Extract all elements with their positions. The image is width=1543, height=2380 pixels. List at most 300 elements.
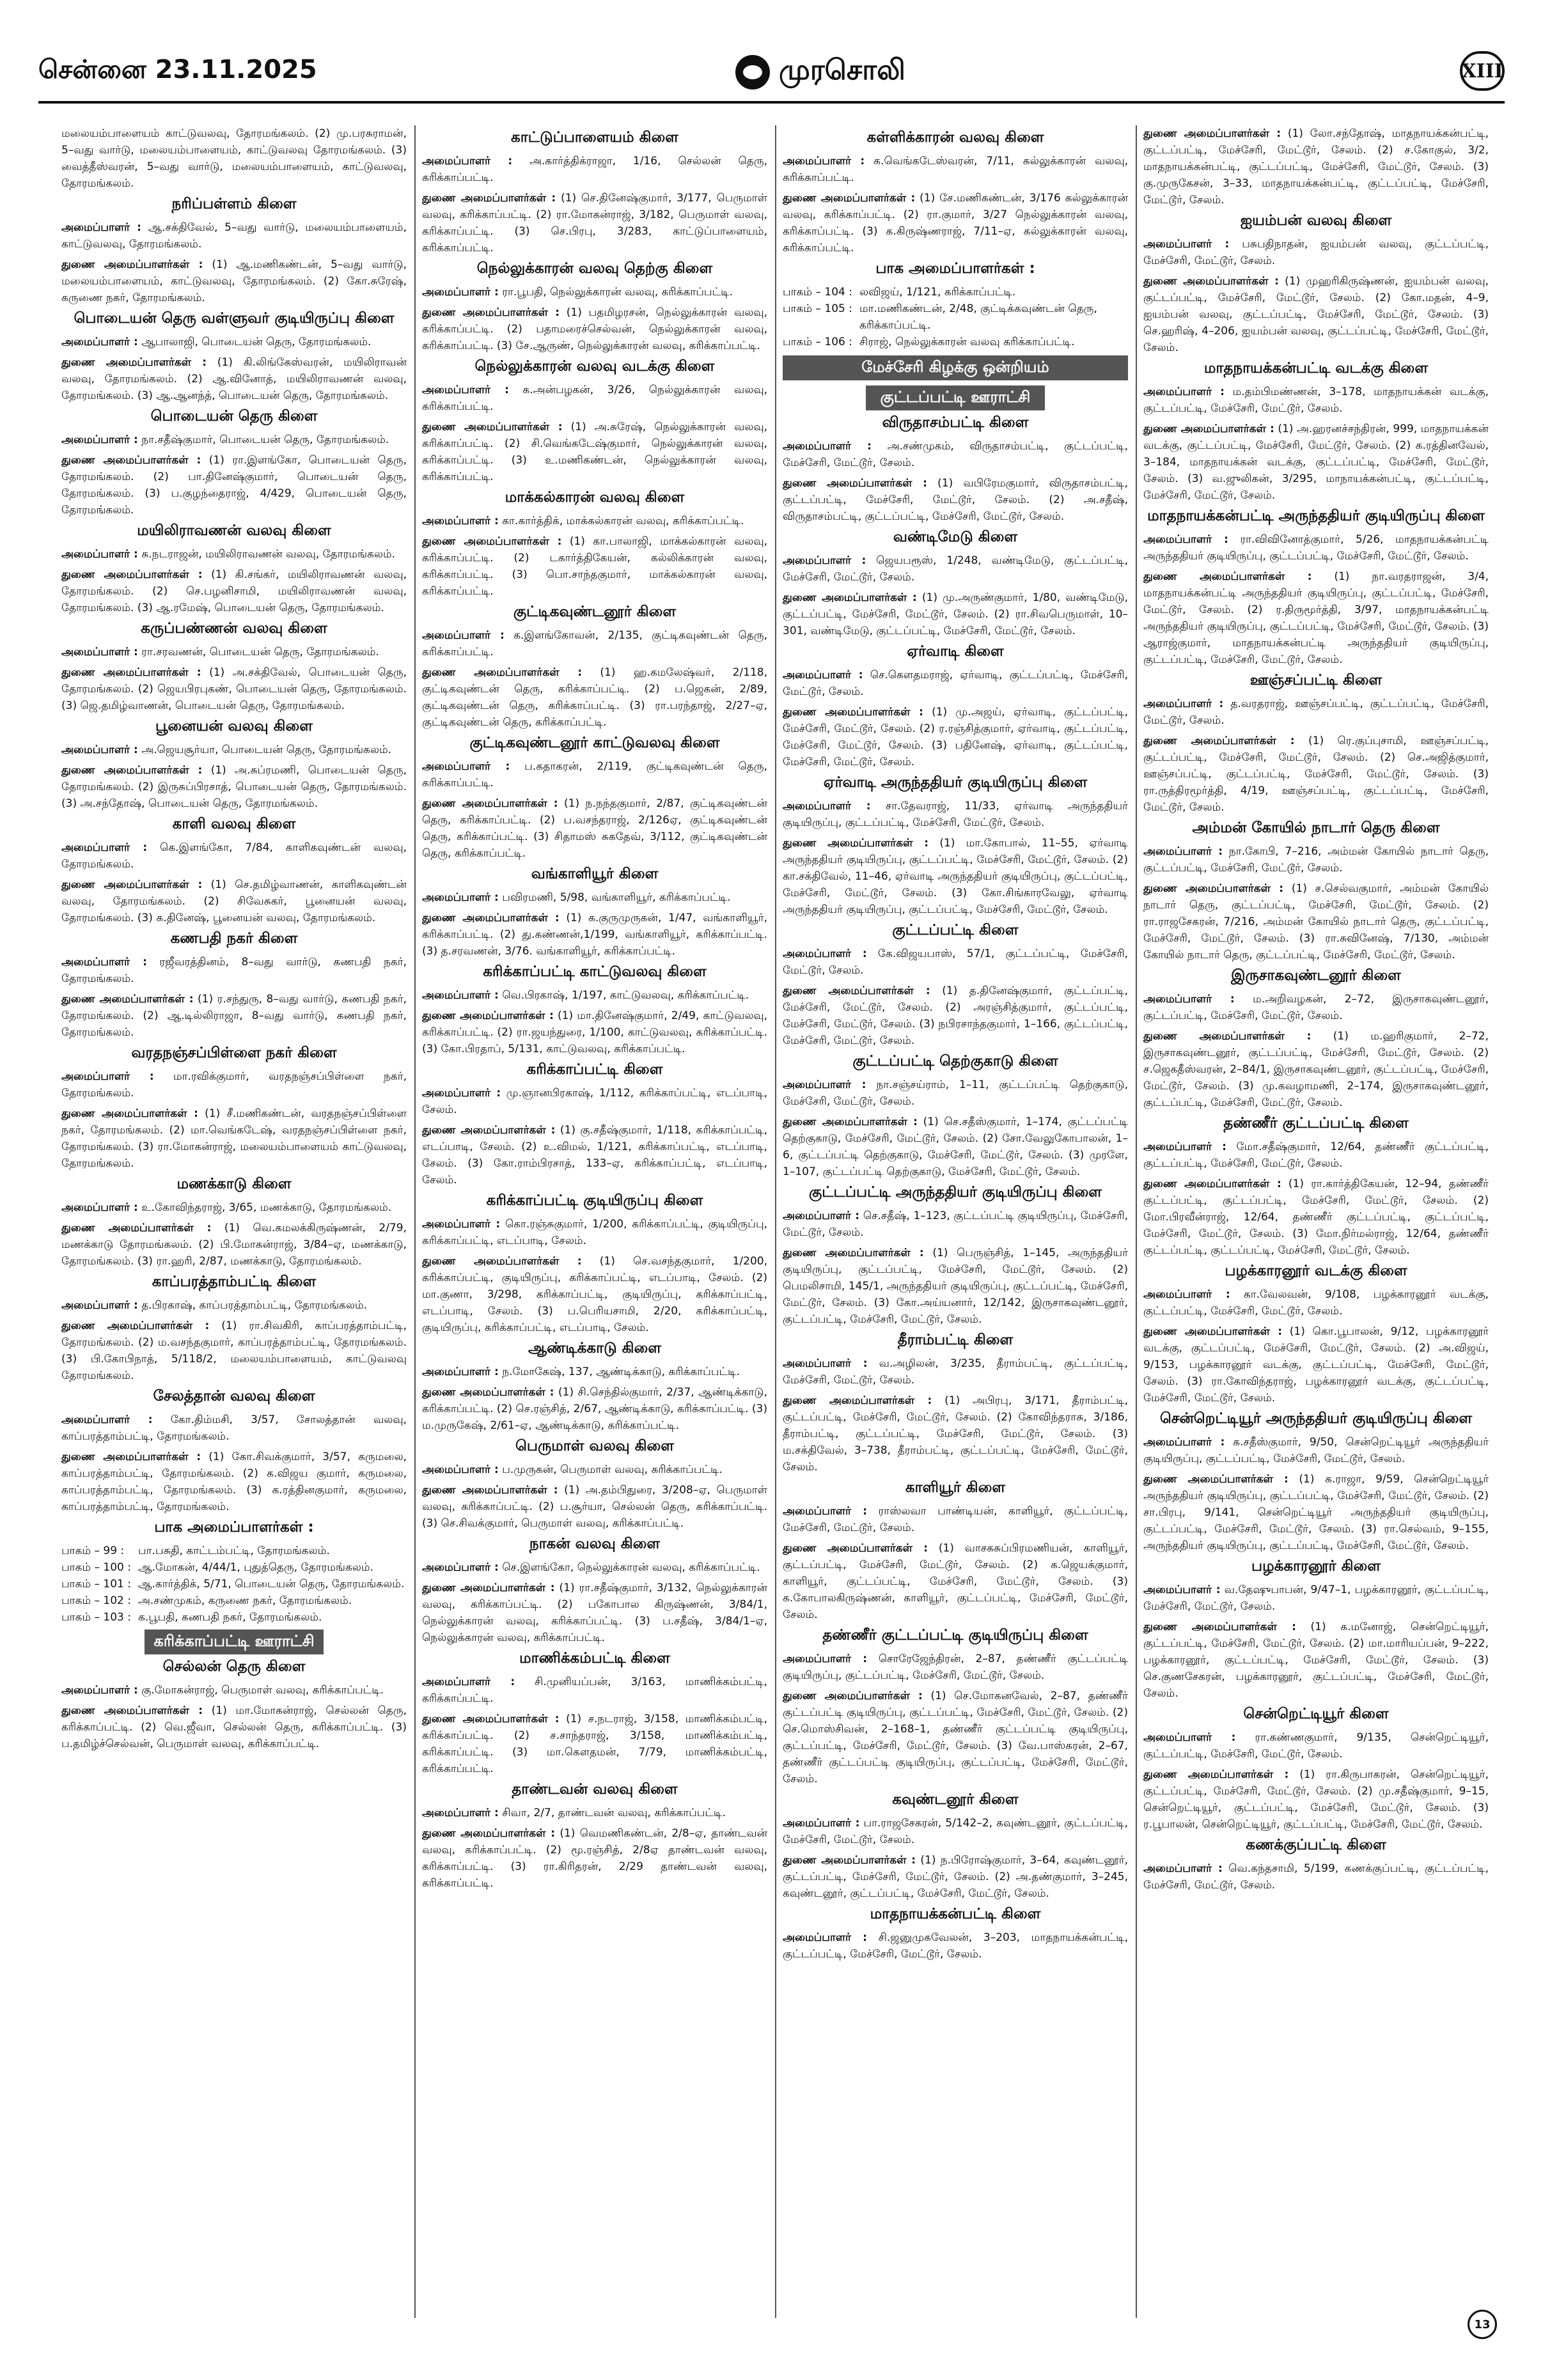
member-paragraph [61,354,407,404]
member-paragraph [1143,843,1489,876]
member-text: (1) வாசகசுப்பிரமணியன், காளியூர், குட்டப்பட்டி, மேச்சேரி, மேட்டூர், சேலம். (2) க.ஜெயக்குமார், காளியூர், குட்டப்பட்டி, மேச்சேரி, மேட்டூர், சேலம். (3) க.கோபாலகிருஷ்ணன், காளியூர், குட்டப்பட்டி, மேச்சேரி, மேட்டூர், சேலம். [783,1542,1128,1621]
member-text: (1) ந.பிரோஷ்குமார், 3–64, கவுண்டனூர், குட்டப்பட்டி, மேச்சேரி, மேட்டூர், சேலம். (2) அ.தண்குமார், 3–245, கவுண்டனூர், குட்டப்பட்டி, மேச்சேரி, மேட்டூர், சேலம். [783,1854,1128,1900]
branch-title: பெருமாள் வலவு கிளை [515,1438,675,1454]
role-label: துணை அமைப்பாளர்கள் : [61,1222,212,1234]
member-text: (1) க.குருமுருகன், 1/47, வங்காளியூர், கரிக்காப்பட்டி. (2) து.கண்ணன்,1/199, வங்காளியூர், கரிக்காப்பட்டி. (3) த.சரவணன், 3/76. வங்காளியூர், கரிக்காப்பட்டி. [422,912,767,958]
member-paragraph [1143,273,1489,356]
branch-title: தாண்டவன் வலவு கிளை [512,1781,678,1798]
member-paragraph [61,954,407,987]
member-text: (1) நா.வரதராஜன், 3/4, மாதநாயக்கன்பட்டி அருந்ததியர் குடியிருப்பு, குட்டப்பட்டி, மேச்சேரி, மேட்டூர், சேலம். (2) ர.திருமூர்த்தி, 3/97, மாதநாயக்கன்பட்டி அருந்ததியர் குடியிருப்பு, குட்டப்பட்டி, மேச்சேரி, மேட்டூர், சேலம். (3) ஆராஜ்குமார், மாதநாயக்கன்பட்டி அருந்ததியர் குடியிருப்பு, குட்டப்பட்டி, மேச்சேரி, மேட்டூர், சேலம். [1143,570,1489,666]
booth-member: ஆ.கார்த்திக், 5/71, பொடையன் தெரு, தோரமங்கலம். [138,1578,405,1591]
member-text: (1) மு.அஜய், ஏர்வாடி, குட்டப்பட்டி, மேச்சேரி, மேட்டூர், சேலம். (2) ர.ரஞ்சித்குமார், ஏர்வாடி, குட்டப்பட்டி, மேச்சேரி, மேட்டூர், சேலம். (3) பதினேஷ், ஏர்வாடி, குட்டப்பட்டி, மேச்சேரி, மேட்டூர், சேலம். [783,706,1128,768]
member-paragraph [422,910,767,960]
branch-title: செல்லன் தெரு கிளை [162,1658,306,1675]
member-paragraph [61,566,407,616]
branch-title: ஏர்வாடி அருந்ததியர் குடியிருப்பு கிளை [823,774,1088,791]
member-text: வெ.கந்தசாமி, 5/199, கணக்குப்பட்டி, குட்டப்பட்டி, மேச்சேரி, மேட்டூர், சேலம். [1143,1862,1489,1892]
role-label: துணை அமைப்பாளர்கள் : [61,1319,210,1332]
member-text: த.வரதராஜ், ஊஞ்சப்பட்டி, குட்டப்பட்டி, மேச்சேரி, மேட்டூர், சேலம். [1143,697,1489,727]
member-paragraph [1143,1471,1489,1554]
branch-title: ஊஞ்சப்பட்டி கிளை [1249,672,1382,688]
member-paragraph [783,945,1128,979]
booth-member: ஆ.மோகன், 4/44/1, புதுத்தெரு, தோரமங்கலம். [138,1561,374,1574]
member-text: ரா.பூபதி, நெல்லுக்காரன் வலவு, கரிக்காப்பட்டி. [502,286,733,299]
member-paragraph [61,644,407,660]
branch-title: வரதநஞ்சப்பிள்ளை நகர் கிளை [131,1045,337,1061]
member-text: மலையம்பாளையம் காட்டுவலவு, தோரமங்கலம். (2) மு.பரசுராமன், 5–வது வார்டு, மலையம்பாளையம், காட்டுவலவு தோரமங்கலம். (3) வைத்தீஸ்வரன், 5–வது வார்டு, மலையம்பாளையம், காட்டுவலவு, தோரமங்கலம். [61,127,407,190]
role-label: துணை அமைப்பாளர்கள் : [61,666,201,679]
section-banner: மேச்சேரி கிழக்கு ஒன்றியம் [783,355,1128,380]
role-label: துணை அமைப்பாளர்கள் : [783,837,929,850]
member-paragraph [783,1929,1128,1963]
role-label: அமைப்பாளர் : [783,1931,867,1944]
branch-title: பூனையன் வலவு கிளை [155,718,313,735]
member-paragraph [783,983,1128,1049]
member-paragraph [61,1449,407,1515]
member-text: (1) கி.சங்கர், மயிலிராவணன் வலவு, தோரமங்கலம். (2) செ.பழனிசாமி, மயிலிராவணன் வலவு, தோரமங்கலம். (3) ஆ.ரமேஷ், பொடையன் தெரு, தோரமங்கலம். [61,568,407,614]
member-text: அ.கார்த்திக்ராஜா, 1/16, செல்லன் தெரு, கரிக்காப்பட்டி. [422,155,767,184]
branch-title: கரிக்காப்பட்டி காட்டுவலவு கிளை [483,963,707,980]
booth-number: பாகம் – 103 : [61,1611,131,1624]
booth-member: பா.பசுதி, காட்டம்பட்டி, தோரமங்கலம். [138,1544,330,1557]
member-text: (1) லோ.சந்தோஷ், மாதநாயக்கன்பட்டி, குட்டப்பட்டி, மேச்சேரி, மேட்டூர், சேலம். (2) ச.கோகுல், 3/2, மாதநாயக்கன்பட்டி, குட்டப்பட்டி, மேச்சேரி, மேட்டூர், சேலம். (3) கு.முருகேசன், 3–33, மாதநாயக்கன்பட்டி, குட்டப்பட்டி, மேச்சேரி, மேட்டூர், சேலம். [1143,127,1489,206]
role-label: அமைப்பாளர் : [783,1357,868,1370]
member-paragraph [422,1384,767,1434]
member-paragraph [1143,880,1489,963]
member-paragraph [61,1682,407,1699]
member-paragraph [1143,1766,1489,1833]
member-paragraph [1143,1286,1489,1319]
role-label: அமைப்பாளர் : [783,440,872,453]
role-label: அமைப்பாளர் : [783,1209,860,1222]
branch-title: வங்காளியூர் கிளை [531,866,659,882]
branch-title: காளி வலவு கிளை [172,816,296,832]
branch-title: மாதநாயக்கன்பட்டி அருந்ததியர் குடியிருப்பு கிளை [1147,508,1485,524]
member-text: க.இளங்கோவன், 2/135, குட்டிகவுண்டன் தெரு, கரிக்காப்பட்டி. [422,629,767,658]
role-label: அமைப்பாளர் : [422,1807,499,1819]
member-text: க.வெங்கடேஸ்வரன், 7/11, கல்லுக்காரன் வலவு, கரிக்காப்பட்டி. [783,155,1128,184]
branch-title: நெல்லுக்காரன் வலவு தெற்கு கிளை [476,260,713,277]
member-text: மோ.சதீஷ்குமார், 12/64, தண்ணீர் குட்டப்பட்டி, குட்டப்பட்டி, மேச்சேரி, மேட்டூர், சேலம். [1143,1140,1489,1170]
member-paragraph [1143,1028,1489,1111]
member-text: ந.மோகேஷ், 137, ஆண்டிக்காடு, கரிக்காப்பட்டி. [502,1365,740,1378]
branch-title: ஐயம்பன் வலவு கிளை [1240,212,1392,229]
member-text: கா.கார்த்திக், மாக்கல்காரன் வலவு, கரிக்காப்பட்டி. [502,515,744,527]
member-paragraph [422,1482,767,1532]
branch-title: தண்ணீர் குட்டப்பட்டி கிளை [1223,1115,1409,1132]
role-label: அமைப்பாளர் : [422,286,499,299]
member-paragraph [1143,125,1489,208]
member-text: (1) முஹரிகிருஷ்ணன், ஐயம்பன் வலவு, குட்டப்பட்டி, மேச்சேரி, மேட்டூர், சேலம். (2) கோ.மதன், 4–9, ஐயம்பன் வலவு, குட்டப்பட்டி, மேச்சேரி, மேட்டூர், சேலம். (3) செ.ஹரிஷ், 4–206, ஐயம்பன் வலவு, குட்டப்பட்டி, மேச்சேரி, மேட்டூர், சேலம். [1143,275,1489,354]
role-label: துணை அமைப்பாளர்கள் : [783,192,916,205]
branch-title: குட்டிகவுண்டனூர் காட்டுவலவு கிளை [469,735,720,751]
role-label: துணை அமைப்பாளர்கள் : [1143,1030,1312,1043]
member-text: உ.கோவிந்தராஜ், 3/65, மணக்காடு, தோரமங்கலம். [141,1201,392,1214]
member-text: (1) த.தினேஷ்குமார், குட்டப்பட்டி, மேச்சேரி, மேட்டூர், சேலம். (2) அரஞ்சித்குமார், குட்டப்பட்டி, மேச்சேரி, மேட்டூர், சேலம். (3) நபிரசாந்தகுமார், 1–166, குட்டப்பட்டி, மேச்சேரி, மேட்டூர், சேலம். [783,984,1128,1047]
role-label: துணை அமைப்பாளர்கள் : [422,1009,554,1022]
member-paragraph [422,1674,767,1707]
role-label: அமைப்பாளர் : [1143,238,1230,251]
branch-title: அம்மன் கோயில் நாடார் தெரு கிளை [1192,820,1440,836]
member-paragraph [783,190,1128,256]
role-label: துணை அமைப்பாளர்கள் : [422,797,558,810]
role-label: அமைப்பாளர் : [1143,697,1224,710]
member-text: ப.முருகன், பெருமாள் வலவு, கரிக்காப்பட்டி. [502,1463,723,1476]
role-label: துணை அமைப்பாளர்கள் : [1143,423,1274,435]
role-label: துணை அமைப்பாளர்கள் : [422,1255,582,1268]
member-text: (1) ஆ.மணிகண்டன், 5–வது வார்டு, மலையம்பாளையம், காட்டுவலவு, தோரமங்கலம். (2) கோ.சுரேஷ், கருணை நகர், தோரமங்கலம். [61,258,407,304]
member-paragraph [61,219,407,253]
member-text: (1) கி.லிங்கேஸ்வரன், மயிலிராவன் வலவு, தோரமங்கலம். (2) ஆ.வினோத், மயிலிராவணன் வலவு, தோரமங்கலம். (3) ஆ.ஆனந்த், பொடையன் தெரு, தோரமங்கலம். [61,356,407,402]
role-label: அமைப்பாளர் : [783,947,867,960]
member-text: சு.நடராஜன், மயிலிராவணன் வலவு, தோரமங்கலம். [141,548,396,561]
branch-title: மாதநாயக்கன்பட்டி வடக்கு கிளை [1203,360,1429,377]
member-text: ஜெயபரூஸ், 1/248, வண்டிமேடு, குட்டப்பட்டி, மேச்சேரி, மேட்டூர், சேலம். [783,554,1128,584]
member-paragraph [422,1122,767,1188]
role-label: துணை அமைப்பாளர்கள் : [1143,570,1312,583]
member-text: ரா.சரவணன், பொடையன் தெரு, தோரமங்கலம். [141,646,379,658]
role-label: அமைப்பாளர் : [1143,385,1225,398]
member-paragraph [783,1688,1128,1787]
branch-title: பாக அமைப்பாளர்கள் : [154,1519,314,1536]
role-label: துணை அமைப்பாளர்கள் : [422,306,560,319]
member-paragraph [61,991,407,1041]
member-text: (1) செ.சதீஸ்குமார், 1–174, குட்டப்பட்டி தெற்குகாடு, மேச்சேரி, மேட்டூர், சேலம். (2) சோ.வேலுகோபாலன், 1–6, குட்டப்பட்டி தெற்குகாடு, மேச்சேரி, மேட்டூர், சேலம். (3) முரளே, 1–107, குட்டப்பட்டி தெற்குகாடு, மேச்சேரி, மேட்டூர், சேலம். [783,1116,1128,1178]
member-paragraph [783,153,1128,186]
role-label: துணை அமைப்பாளர்கள் : [1143,1325,1283,1338]
member-text: (1) ச.செல்வகுமார், அம்மன் கோயில் நாடார் தெரு, குட்டப்பட்டி, மேச்சேரி, மேட்டூர், சேலம். (2) ரா.ராஜசேகரன், 7/216, அம்மன் கோயில் நாடார் தெரு, குட்டப்பட்டி, மேச்சேரி, மேட்டூர், சேலம். (3) ரா.சுவினேஷ், 7/130, அம்மன் கோயில் நாடார் தெரு, குட்டப்பட்டி, மேச்சேரி, மேட்டூர், சேலம். [1143,882,1489,961]
booth-number: பாகம் – 106 : [783,336,852,348]
branch-title: தண்ணீர் குட்டப்பட்டி குடியிருப்பு கிளை [822,1627,1088,1644]
member-text: (1) க.மனோஜ், சென்றெட்டியூர், குட்டப்பட்டி, மேச்சேரி, மேட்டூர், சேலம். (2) மா.மாரியப்பன், 9–222, பழக்காரனூர், குட்டப்பட்டி, மேச்சேரி, மேட்டூர், சேலம். (3) செ.குணசேகரன், பழக்காரனூர், குட்டப்பட்டி, மேச்சேரி, மேட்டூர், சேலம். [1143,1621,1489,1700]
role-label: துணை அமைப்பாளர்கள் : [61,356,207,369]
role-label: அமைப்பாளர் : [61,956,147,968]
member-paragraph [422,1825,767,1892]
member-text: பா.ராஜசேகரன், 5/142–2, கவுண்டனூர், குட்டப்பட்டி, மேச்சேரி, மேட்டூர், சேலம். [783,1817,1128,1846]
member-paragraph [61,1412,407,1445]
member-text: (1) அ.ஹரனச்சந்திரன், 999, மாதநாயக்கன் வடக்கு, குட்டப்பட்டி, மேச்சேரி, மேட்டூர், சேலம். (2) க.ரத்தினவேல், 3–184, மாதநாயக்கன் வடக்கு, குட்டப்பட்டி, மேச்சேரி, மேட்டூர், சேலம். (3) வ.ஜுலிகன், 3/295, மாநாயக்கன்பட்டி, குட்டப்பட்டி, மேச்சேரி, மேட்டூர், சேலம். [1143,423,1489,502]
member-text: (1) ரா.சதீஷ்குமார், 3/132, நெல்லுக்காரன் வலவு, கரிக்காப்பட்டி. (2) பகோபால கிருஷ்ணன், 3/84/1, நெல்லுக்காரன் வலவு, கரிக்காப்பட்டி. (3) ப.சதீஷ், 3/84/1–ஏ, நெல்லுக்காரன் வலவு, கரிக்காப்பட்டி. [422,1582,767,1644]
role-label: அமைப்பாளர் : [1143,1862,1223,1875]
member-paragraph [783,1208,1128,1241]
role-label: அமைப்பாளர் : [1143,1288,1230,1301]
masthead [38,51,1505,96]
member-text: கெ.இளங்கோ, 7/84, காளிகவுண்டன் வலவு, தோரமங்கலம். [61,841,407,871]
member-paragraph [422,889,767,906]
member-paragraph [61,1105,407,1172]
member-paragraph [422,1253,767,1336]
member-text: (1) ம.ஹரிகுமார், 2–72, இருசாகவுண்டனூர், குட்டப்பட்டி, மேச்சேரி, மேட்டூர், சேலம். (2) ச.ஜெகதீஸ்வரன், 2–84/1, இருசாகவுண்டனூர், குட்டப்பட்டி, மேச்சேரி, மேட்டூர், சேலம். (3) மு.கவழாமணி, 2–174, இருசாகவுண்டனூர், குட்டப்பட்டி, மேச்சேரி, மேட்டூர், சேலம். [1143,1030,1489,1109]
member-paragraph [783,1540,1128,1623]
member-paragraph [61,839,407,873]
member-paragraph [783,1355,1128,1388]
role-label: துணை அமைப்பாளர்கள் : [422,1386,554,1399]
role-label: துணை அமைப்பாளர்கள் : [61,258,203,271]
role-label: அமைப்பாளர் : [61,1070,154,1083]
role-label: அமைப்பாளர் : [61,841,148,854]
role-label: அமைப்பாளர் : [422,1561,499,1574]
role-label: துணை அமைப்பாளர்கள் : [61,1704,203,1717]
member-paragraph [422,1007,767,1057]
member-text: மு.ஞானபிரகாஷ், 1/112, கரிக்காப்பட்டி, எடப்பாடி, சேலம். [422,1087,767,1116]
member-paragraph [1143,1582,1489,1615]
member-paragraph [783,438,1128,471]
member-paragraph [422,1580,767,1646]
booth-member: மா.மணிகண்டன், 2/48, குட்டிக்கவுண்டன் தெரு, கரிக்காப்பட்டி. [859,302,1097,332]
role-label: அமைப்பாளர் : [422,989,499,1002]
booth-row [783,334,1128,350]
member-text: வெ.பிரகாஷ், 1/197, காட்டுவலவு, கரிக்காப்பட்டி. [502,989,749,1002]
branch-title: குட்டப்பட்டி அருந்ததியர் குடியிருப்பு கிளை [808,1184,1102,1201]
branch-title: மாணிக்கம்பட்டி கிளை [519,1650,670,1667]
branch-title: இருசாகவுண்டனூர் கிளை [1231,967,1401,984]
member-text: செ.கௌதமராஜ், ஏர்வாடி, குட்டப்பட்டி, மேச்சேரி, மேட்டூர், சேலம். [783,669,1128,698]
role-label: துணை அமைப்பாளர்கள் : [422,1484,558,1497]
branch-title: காப்பரத்தாம்பட்டி கிளை [152,1273,317,1290]
member-paragraph [783,704,1128,770]
member-paragraph [422,513,767,529]
booth-number: பாகம் – 99 : [61,1544,125,1557]
role-label: துணை அமைப்பாளர்கள் : [783,1542,928,1555]
booth-number: பாகம் – 100 : [61,1561,131,1574]
member-paragraph [783,1245,1128,1328]
role-label: அமைப்பாளர் : [783,1505,867,1518]
member-paragraph [422,664,767,731]
role-label: துணை அமைப்பாளர்கள் : [61,764,203,777]
member-text: ரா.கண்ணகுமார், 9/135, சென்றெட்டியூர், குட்டப்பட்டி, மேச்சேரி, மேட்டூர், சேலம். [1143,1731,1489,1761]
member-paragraph [1143,1176,1489,1259]
role-label: துணை அமைப்பாளர்கள் : [422,912,560,924]
member-text: க.சதீஸ்குமார், 9/50, சென்றெட்டியூர் அருந்ததியர் குடியிருப்பு, குட்டப்பட்டி, மேச்சேரி, மேட்டூர், சேலம். [1143,1436,1489,1465]
branch-title: கணக்குப்பட்டி கிளை [1246,1837,1386,1853]
booth-number: பாகம் – 102 : [61,1594,131,1607]
member-paragraph [783,1852,1128,1902]
role-label: துணை அமைப்பாளர்கள் : [422,535,562,548]
member-paragraph [422,284,767,300]
branch-title: கள்ளிக்காரன் வலவு கிளை [866,129,1044,146]
branch-title: ஆண்டிக்காடு கிளை [528,1340,661,1357]
role-label: அமைப்பாளர் : [61,1201,138,1214]
member-text: அ.ஜெயசூர்யா, பொடையன் தெரு, தோரமங்கலம். [141,743,392,756]
role-label: அமைப்பாளர் : [422,760,510,773]
member-paragraph [61,1297,407,1314]
role-label: துணை அமைப்பாளர்கள் : [783,984,930,997]
role-label: துணை அமைப்பாளர்கள் : [783,477,927,490]
booth-row [61,1559,407,1576]
role-label: துணை அமைப்பாளர்கள் : [783,1854,916,1867]
role-label: துணை அமைப்பாளர்கள் : [61,568,203,581]
member-text: (1) அ.தம்பிதுரை, 3/208–ஏ, பெருமாள் வலவு, கரிக்காப்பட்டி. (2) ப.சூர்யா, செல்லன் தெரு, கரிக்காப்பட்டி. (3) செ.சிவக்குமார், பெருமாள் வலவு, கரிக்காப்பட்டி. [422,1484,767,1530]
role-label: துணை அமைப்பாளர்கள் : [1143,1178,1281,1190]
member-text: சொரேஜேந்திரன், 2–87, தண்ணீர் குட்டப்பட்டி குடியிருப்பு, குட்டப்பட்டி, மேச்சேரி, மேட்டூர், சேலம். [783,1653,1128,1682]
member-text: வ.தேஷுபாபன், 9/47–1, பழக்காரனூர், குட்டப்பட்டி, மேச்சேரி, மேட்டூர், சேலம். [1143,1583,1489,1613]
booth-list [61,1543,407,1626]
member-text: (1) செ.மோகனவேல், 2–87, தண்ணீர் குட்டப்பட்டி குடியிருப்பு, குட்டப்பட்டி, மேச்சேரி, மேட்டூர், சேலம். (2) செ.மொஸ்சிவன், 2–168–1, தண்ணீர் குட்டப்பட்டி குடியிருப்பு, குட்டப்பட்டி, மேச்சேரி, மேட்டூர், சேலம். (3) வே.பாஸ்கரன், 2–67, தண்ணீர் குட்டப்பட்டி குடியிருப்பு, குட்டப்பட்டி, மேச்சேரி, மேட்டூர், சேலம். [783,1690,1128,1785]
role-label: துணை அமைப்பாளர்கள் : [422,1827,556,1840]
role-label: அமைப்பாளர் : [422,1087,501,1100]
role-label: அமைப்பாளர் : [61,548,138,561]
role-label: துணை அமைப்பாளர்கள் : [783,1116,918,1128]
branch-title: சென்றெட்டியூர் கிளை [1243,1706,1389,1722]
role-label: அமைப்பாளர் : [1143,1583,1221,1596]
member-paragraph [783,1392,1128,1475]
member-paragraph [422,190,767,256]
member-text: (1) அபிரபு, 3/171, தீராம்பட்டி, குட்டப்பட்டி, மேச்சேரி, மேட்டூர், சேலம். (2) கோவிந்தராசு, 3/186, தீராம்பட்டி, குட்டப்பட்டி, மேச்சேரி, மேட்டூர், சேலம். (3) ம.சக்திவேல், 3–738, தீராம்பட்டி, குட்டப்பட்டி, மேச்சேரி, மேட்டூர், சேலம். [783,1394,1128,1474]
member-paragraph [422,153,767,186]
role-label: துணை அமைப்பாளர்கள் : [783,1690,923,1702]
booth-number: பாகம் – 105 : [783,302,852,315]
member-paragraph [61,1220,407,1270]
role-label: அமைப்பாளர் : [783,155,865,167]
role-label: அமைப்பாளர் : [783,1817,860,1830]
branch-title: காளியூர் கிளை [905,1479,1006,1496]
branch-title: பழக்காரனூர் கிளை [1251,1558,1381,1575]
member-paragraph [61,1068,407,1101]
member-text: (1) கொ.பூபாலன், 9/12, பழக்காரனூர் வடக்கு, குட்டப்பட்டி, மேச்சேரி, மேட்டூர், சேலம். (2) அ.விஜய், 9/153, பழக்காரனூர் வடக்கு, குட்டப்பட்டி, மேச்சேரி, மேட்டூர், சேலம். (3) ரா.கோவிந்தராஜ், பழக்காரனூர் வடக்கு, குட்டப்பட்டி, மேச்சேரி, மேட்டூர், சேலம். [1143,1325,1489,1404]
member-paragraph [422,795,767,862]
member-text: (1) க.ராஜா, 9/59, சென்றெட்டியூர் அருந்ததியர் குடியிருப்பு, குட்டப்பட்டி, மேச்சேரி, மேட்டூர், சேலம். (2) சா.பிரபு, 9/141, சென்றெட்டியூர் அருந்ததியர் குடியிருப்பு, குட்டப்பட்டி, மேச்சேரி, மேட்டூர், சேலம். (3) ரா.செல்வம், 9–155, அருந்ததியர் குடியிருப்பு, குட்டப்பட்டி, மேச்சேரி, மேட்டூர், சேலம். [1143,1473,1489,1552]
role-label: துணை அமைப்பாளர்கள் : [422,1582,555,1594]
member-paragraph [422,758,767,791]
member-paragraph [783,1503,1128,1536]
rising-sun-logo-icon [735,55,770,89]
branch-title: கணபதி நகர் கிளை [170,930,298,947]
member-text: (1) பதமிழரசன், நெல்லுக்காரன் வலவு, கரிக்காப்பட்டி. (2) பதாமரைச்செல்வன், நெல்லுக்காரன் வலவு, கரிக்காப்பட்டி. (3) சே.ஆருண், நெல்லுக்காரன் வலவு, கரிக்காப்பட்டி. [422,306,767,352]
member-text: (1) ந.நந்தகுமார், 2/87, குட்டிகவுண்டன் தெரு, கரிக்காப்பட்டி. (2) ப.வசந்தராஜ், 2/126ஏ, குட்டிகவுண்டன் தெரு, கரிக்காப்பட்டி. (3) சிதாமஸ் சுகதேவ், 3/112, குட்டிகவுண்டன் தெரு, கரிக்காப்பட்டி. [422,797,767,860]
member-text: அ.சண்முகம், விருதாசம்பட்டி, குட்டப்பட்டி, மேச்சேரி, மேட்டூர், சேலம். [783,440,1128,469]
branch-title: சென்றெட்டியூர் அருந்ததியர் குடியிருப்பு கிளை [1159,1410,1473,1427]
booth-row [61,1609,407,1626]
role-label: அமைப்பாளர் : [1143,1436,1225,1449]
member-paragraph [783,835,1128,918]
member-text: கொ.ரஞ்சுகுமார், 1/200, கரிக்காப்பட்டி, குடியிருப்பு, கரிக்காப்பட்டி, எடப்பாடி, சேலம். [422,1218,767,1247]
booth-row [61,1543,407,1559]
role-label: அமைப்பாளர் : [61,1413,153,1426]
role-label: அமைப்பாளர் : [1143,1731,1236,1744]
member-paragraph [1143,531,1489,564]
branch-title: தீராம்பட்டி கிளை [897,1332,1014,1348]
member-paragraph [422,1364,767,1380]
role-label: அமைப்பாளர் : [61,646,138,658]
member-text: த.பிரகாஷ், காப்பரத்தாம்பட்டி, தோரமங்கலம். [141,1299,368,1312]
role-label: அமைப்பாளர் : [61,336,138,348]
member-text: கே.விஜயபாஸ், 57/1, குட்டப்பட்டி, மேச்சேரி, மேட்டூர், சேலம். [783,947,1128,977]
member-text: கோ.திம்மசி, 3/57, சோலத்தான் வலவு, காப்பரத்தாம்பட்டி, தோரமங்கலம். [61,1413,407,1443]
booth-number: பாகம் – 101 : [61,1578,131,1591]
member-paragraph [422,419,767,485]
booth-member: க.பூபதி, கணபதி நகர், தோரமங்கலம். [138,1611,322,1624]
issue-date: சென்னை 23.11.2025 [38,55,317,84]
role-label: துணை அமைப்பாளர்கள் : [61,454,201,467]
member-text: நா.கோபி, 7–216, அம்மன் கோயில் நாடார் தெரு, குட்டப்பட்டி, மேச்சேரி, மேட்டூர், சேலம். [1143,845,1489,875]
member-text: (1) ர.சந்துரு, 8–வது வார்டு, கணபதி நகர், தோரமங்கலம். (2) ஆ.டில்லிராஜா, 8–வது வார்டு, கணபதி நகர், தோரமங்கலம். [61,993,407,1039]
member-paragraph [61,664,407,714]
member-paragraph [783,667,1128,700]
member-paragraph [422,1711,767,1777]
member-text: (1) ரா.இளங்கோ, பொடையன் தெரு, தோரமங்கலம். (2) பா.தினேஷ்குமார், பொடையன் தெரு, தோரமங்கலம். (3) ப.குழந்தைராஜ், 4/429, பொடையன் தெரு, தோரமங்கலம். [61,454,407,517]
member-text: (1) மா.கோபால், 11–55, ஏர்வாடி அருந்ததியர் குடியிருப்பு, குட்டப்பட்டி, மேச்சேரி, மேட்டூர், சேலம். (2) கா.சக்திவேல், 11–46, ஏர்வாடி அருந்ததியர் குடியிருப்பு, குட்டப்பட்டி, மேச்சேரி, மேட்டூர், சேலம். (3) கோ.சிங்காரவேலு, ஏர்வாடி அருந்ததியர் குடியிருப்பு, குட்டப்பட்டி, மேச்சேரி, மேட்டூர், சேலம். [783,837,1128,916]
section-banner: கரிக்காப்பட்டி ஊராட்சி [145,1629,324,1654]
member-text: (1) மா.மோகன்ராஜ், செல்லன் தெரு, கரிக்காப்பட்டி. (2) வெ.ஜீவா, செல்லன் தெரு, கரிக்காப்பட்டி. (3) ப.தமிழ்ச்செல்வன், பெருமாள் வலவு, கரிக்காப்பட்டி. [61,1704,407,1750]
branch-title: கரிக்காப்பட்டி குடியிருப்பு கிளை [486,1192,703,1209]
member-text: ரா.விவினோத்குமார், 5/26, மாதநாயக்கன்பட்டி அருந்ததியர் குடியிருப்பு, குட்டப்பட்டி, மேச்சேரி, மேட்டூர், சேலம். [1143,533,1489,563]
role-label: துணை அமைப்பாளர்கள் : [61,993,194,1006]
role-label: அமைப்பாளர் : [783,554,866,567]
role-label: துணை அமைப்பாளர்கள் : [422,421,563,433]
member-text: பசுபதிநாதன், ஐயம்பன் வலவு, குட்டப்பட்டி, மேச்சேரி, மேட்டூர், சேலம். [1143,238,1489,267]
role-label: அமைப்பாளர் : [61,433,138,446]
role-label: துணை அமைப்பாளர்கள் : [61,1451,201,1463]
column-1 [61,125,407,2318]
member-text: சிவா, 2/7, தாண்டவன் வலவு, கரிக்காப்பட்டி. [502,1807,726,1819]
member-text: கு.மோகன்ராஜ், பெருமாள் வலவு, கரிக்காப்பட்டி. [141,1684,384,1697]
paper-brand [735,54,905,90]
booth-number: பாகம் – 104 : [783,286,852,299]
branch-title: மயிலிராவணன் வலவு கிளை [137,522,331,539]
member-text: (1) ரா.சிவகிரி, காப்பரத்தாம்பட்டி, தோரமங்கலம். (2) ம.வசந்தகுமார், காப்பரத்தாம்பட்டி, தோரமங்கலம். (3) பி.கோபிநாத், 5/118/2, மலையம்பாளையம், காட்டுவலவு தோரமங்கலம். [61,1319,407,1382]
member-paragraph [61,742,407,758]
member-paragraph [61,334,407,350]
member-text: சி.முனியப்பன், 3/163, மாணிக்கம்பட்டி, கரிக்காப்பட்டி. [422,1676,767,1705]
column-3 [783,125,1128,2318]
member-paragraph [61,546,407,563]
member-paragraph [1143,236,1489,269]
role-label: துணை அமைப்பாளர்கள் : [1143,275,1279,288]
section-banner: குட்டப்பட்டி ஊராட்சி [866,385,1045,410]
booth-row [783,300,1128,334]
member-text: (1) வெ.கமலக்கிருஷ்ணன், 2/79, மணக்காடு தோரமங்கலம். (2) பி.மோகன்ராஜ், 3/84–ஏ, மணக்காடு, தோரமங்கலம். (3) ரா.ஹரி, 2/87, மணக்காடு, தோரமங்கலம். [61,1222,407,1268]
role-label: துணை அமைப்பாளர்கள் : [1143,127,1281,140]
branch-title: குட்டிகவுண்டனூர் கிளை [513,603,677,620]
member-text: (1) வபிரேமகுமார், விருதாசம்பட்டி, குட்டப்பட்டி, மேச்சேரி, மேட்டூர், சேலம். (2) அ.சதீஷ், விருதாசம்பட்டி, குட்டப்பட்டி, மேச்சேரி, மேட்டூர், சேலம். [783,477,1128,523]
member-paragraph [61,876,407,926]
member-text: (1) அ.சுரேஷ், நெல்லுக்காரன் வலவு, கரிக்காப்பட்டி. (2) சி.வெங்கடேஷ்குமார், நெல்லுக்காரன் வலவு, கரிக்காப்பட்டி. (3) உ.மணிகண்டன், நெல்லுக்காரன் வலவு, கரிக்காப்பட்டி. [422,421,767,483]
member-text: ம.அறிவழகன், 2–72, இருசாகவுண்டனூர், குட்டப்பட்டி, மேச்சேரி, மேட்டூர், சேலம். [1143,993,1489,1022]
role-label: துணை அமைப்பாளர்கள் : [61,878,203,891]
member-text: ஆ.சக்திவேல், 5–வது வார்டு, மலையம்பாளையம், காட்டுவலவு, தோரமங்கலம். [61,221,407,251]
paper-name: முரசொலி [779,54,905,86]
member-paragraph [422,533,767,600]
member-paragraph [61,432,407,448]
branch-title: பழக்காரனூர் வடக்கு கிளை [1225,1263,1407,1279]
member-paragraph [1143,1139,1489,1172]
role-label: துணை அமைப்பாளர்கள் : [1143,882,1284,895]
branch-title: ஏர்வாடி கிளை [907,643,1004,660]
role-label: அமைப்பாளர் : [61,1299,138,1312]
member-text: (1) கா.பாலாஜி, மாக்கல்காரன் வலவு, கரிக்காப்பட்டி. (2) டகார்த்திகேயன், கல்லிக்காரன் வலவு, கரிக்காப்பட்டி. (3) பொ.சாந்தகுமார், மாக்கல்காரன் வலவு, கரிக்காப்பட்டி. [422,535,767,598]
branch-title: பாக அமைப்பாளர்கள் : [875,260,1035,277]
role-label: துணை அமைப்பாளர்கள் : [783,591,917,604]
member-text: சா.தேவராஜ், 11/33, ஏர்வாடி அருந்ததியர் குடியிருப்பு, குட்டப்பட்டி, மேச்சேரி, மேட்டூர், சேலம். [783,800,1128,829]
role-label: அமைப்பாளர் : [61,221,141,234]
booth-row [61,1592,407,1609]
role-label: அமைப்பாளர் : [1143,845,1223,858]
member-text: (1) செ.தினேஷ்குமார், 3/177, பெருமாள் வலவு, கரிக்காப்பட்டி. (2) ரா.மோகன்ராஜ், 3/182, பெருமாள் வலவு, கரிக்காப்பட்டி. (3) செ.பிரபு, 3/283, காட்டுப்பாளையம், கரிக்காப்பட்டி. [422,192,767,254]
member-paragraph [61,1318,407,1384]
member-paragraph [61,1199,407,1216]
column-2 [422,125,767,2318]
branch-title: நரிப்பள்ளம் கிளை [171,196,297,212]
role-label: அமைப்பாளர் : [783,800,871,813]
member-text: (1) அ.சக்திவேல், பொடையன் தெரு, தோரமங்கலம். (2) ஜெயபிரபுகண், பொடையன் தெரு, தோரமங்கலம். (3) ஜெ.தமிழ்வாணன், பொடையன் தெரு, தோரமங்கலம். [61,666,407,712]
branch-title: மாதநாயக்கன்பட்டி கிளை [870,1906,1041,1922]
member-text: க.அன்பழகன், 3/26, நெல்லுக்காரன் வலவு, கரிக்காப்பட்டி. [422,384,767,413]
member-paragraph [1143,384,1489,417]
branch-title: மாக்கல்காரன் வலவு கிளை [505,489,685,506]
member-text: (1) ஹ.கமலேஷ்வர், 2/118, குட்டிகவுண்டன் தெரு, கரிக்காப்பட்டி. (2) ப.ஜெகன், 2/89, குட்டிகவுண்டன் தெரு, கரிக்காப்பட்டி. (3) ரா.பரந்தாஜ், 2/27–ஏ, குட்டிகவுண்டன் தெரு, கரிக்காப்பட்டி. [422,666,767,729]
member-paragraph [422,987,767,1004]
booth-row [61,1576,407,1592]
